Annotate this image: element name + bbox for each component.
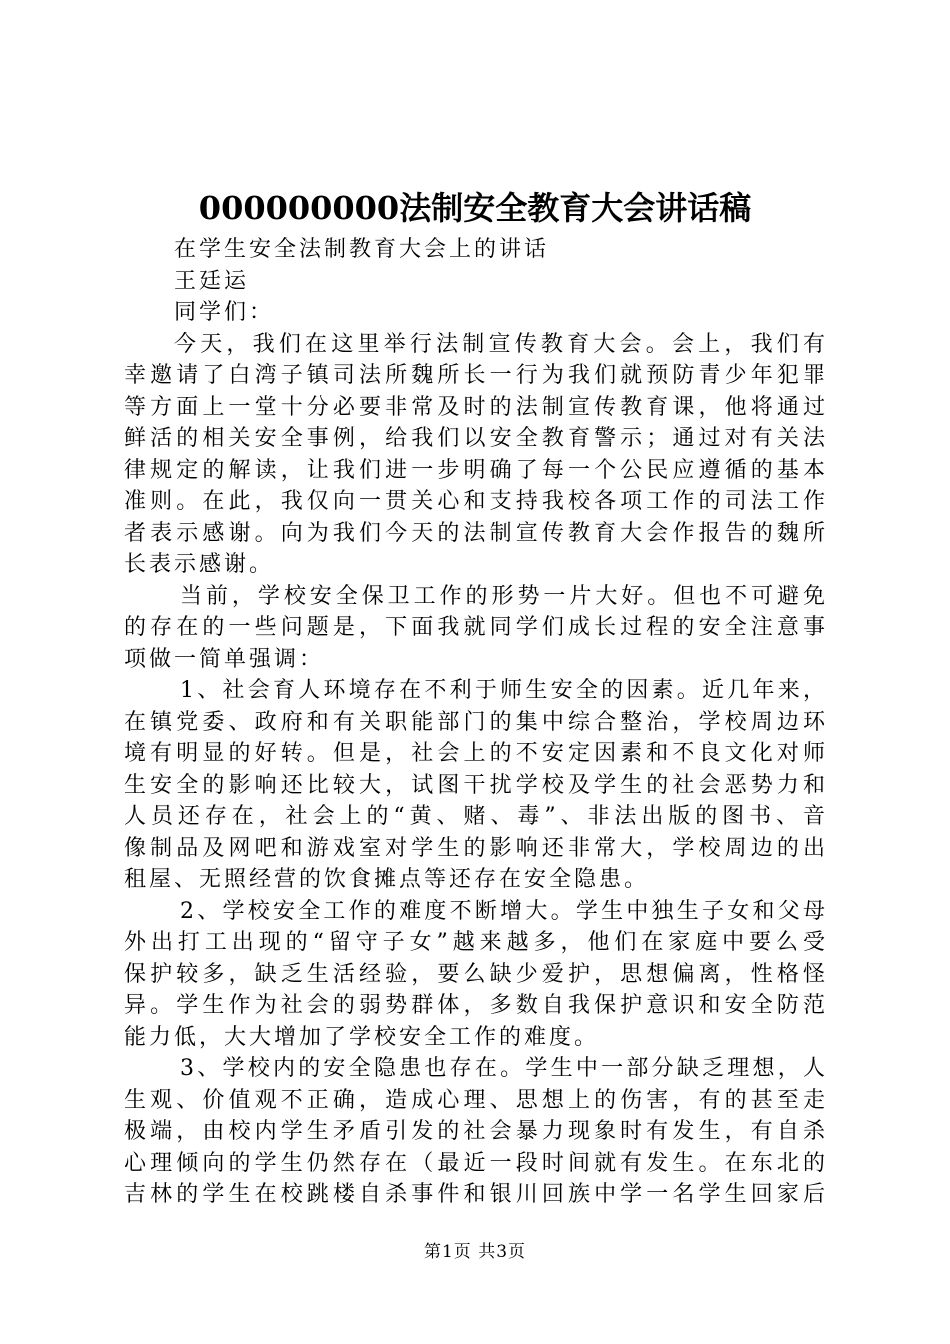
paragraph-line: 鲜活的相关安全事例，给我们以安全教育警示；通过对有关法 <box>124 426 828 451</box>
paragraph-line: 今天，我们在这里举行法制宣传教育大会。会上，我们有 <box>174 331 828 357</box>
paragraph-line: 心理倾向的学生仍然存在（最近一段时间就有发生。在东北的 <box>124 1150 828 1176</box>
page-number-footer: 第1页 共3页 <box>423 1242 527 1262</box>
paragraph-line: 当前，学校安全保卫工作的形势一片大好。但也不可避免 <box>180 583 828 609</box>
paragraph-line: 1、社会育人环境存在不利于师生安全的因素。近几年来， <box>180 678 828 703</box>
paragraph-line: 吉林的学生在校跳楼自杀事件和银川回族中学一名学生回家后 <box>124 1182 828 1207</box>
paragraph-line: 像制品及网吧和游戏室对学生的影响还非常大，学校周边的出 <box>124 835 828 861</box>
paragraph-line: 境有明显的好转。但是，社会上的不安定因素和不良文化对师 <box>124 741 828 766</box>
paragraph-line: 者表示感谢。向为我们今天的法制宣传教育大会作报告的魏所 <box>124 520 828 546</box>
document-title: 000000000法制安全教育大会讲话稿 <box>198 189 752 227</box>
document-body <box>124 234 828 1211</box>
paragraph-line: 极端，由校内学生矛盾引发的社会暴力现象时有发生，有自杀 <box>124 1119 828 1144</box>
document-author: 王廷运 <box>174 268 250 294</box>
paragraph-line: 律规定的解读，让我们进一步明确了每一个公民应遵循的基本 <box>124 457 828 483</box>
paragraph-line: 生观、价值观不正确，造成心理、思想上的伤害，有的甚至走 <box>124 1087 828 1113</box>
paragraph-line: 生安全的影响还比较大，试图干扰学校及学生的社会恶势力和 <box>124 772 828 798</box>
paragraph-line: 长表示感谢。 <box>124 552 275 577</box>
paragraph-line: 的存在的一些问题是，下面我就同学们成长过程的安全注意事 <box>124 615 828 640</box>
paragraph-line: 2、学校安全工作的难度不断增大。学生中独生子女和父母 <box>180 898 828 924</box>
paragraph-line: 外出打工出现的“留守子女”越来越多，他们在家庭中要么受 <box>124 930 828 955</box>
salutation: 同学们： <box>174 300 275 325</box>
paragraph-line: 能力低，大大增加了学校安全工作的难度。 <box>124 1024 600 1050</box>
paragraph-line: 异。学生作为社会的弱势群体，多数自我保护意识和安全防范 <box>124 993 828 1018</box>
paragraph-line: 项做一简单强调： <box>124 646 325 672</box>
paragraph-line: 3、学校内的安全隐患也存在。学生中一部分缺乏理想，人 <box>180 1056 828 1081</box>
paragraph-line: 准则。在此，我仅向一贯关心和支持我校各项工作的司法工作 <box>124 489 828 514</box>
paragraph-line: 幸邀请了白湾子镇司法所魏所长一行为我们就预防青少年犯罪 <box>124 363 828 388</box>
paragraph-line: 在镇党委、政府和有关职能部门的集中综合整治，学校周边环 <box>124 709 828 735</box>
document-subtitle: 在学生安全法制教育大会上的讲话 <box>174 237 550 262</box>
paragraph-line: 人员还存在，社会上的“黄、赌、毒”、非法出版的图书、音 <box>124 804 828 829</box>
paragraph-line: 租屋、无照经营的饮食摊点等还存在安全隐患。 <box>124 867 650 892</box>
paragraph-line: 保护较多，缺乏生活经验，要么缺少爱护，思想偏离，性格怪 <box>124 961 828 987</box>
paragraph-line: 等方面上一堂十分必要非常及时的法制宣传教育课，他将通过 <box>124 394 828 420</box>
